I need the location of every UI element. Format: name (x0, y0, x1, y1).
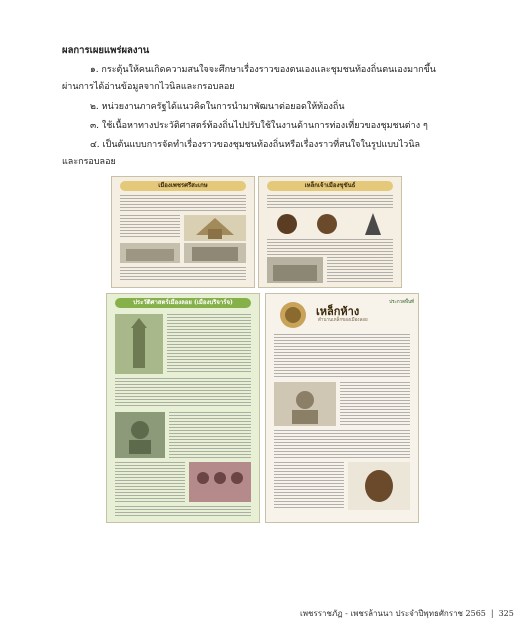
journal-name: เพชรราชภัฏ - เพชรล้านนา ประจำปีพุทธศักราช 2565 (300, 609, 486, 618)
list-item-4-continuation: และกรอบลอย (62, 157, 116, 167)
section-heading: ผลการเผยแพร่ผลงาน (62, 45, 150, 56)
poster-paragraph (267, 239, 393, 255)
poster-paragraph (115, 462, 185, 502)
list-item-1: ๑. กระตุ้นให้คนเกิดความสนใจจะศึกษาเรื่องราวของตนเองและชุมชนท้องถิ่นตนเองมากขึ้น (90, 65, 436, 75)
poster-title: เหล็กเจ้าเมืองขุขันธ์ (267, 181, 393, 191)
poster-paragraph (115, 378, 251, 408)
seal-emblem (276, 300, 310, 330)
poster-paragraph (274, 430, 410, 458)
poster-paragraph (327, 257, 393, 283)
building-photo (267, 257, 323, 283)
iron-artifacts-image (269, 211, 391, 237)
page-footer (300, 607, 514, 620)
poster-paragraph (340, 382, 410, 426)
poster-title: เหล็กห้าง (316, 305, 360, 318)
poster-iron-artifacts (258, 176, 402, 288)
poster-paragraph (267, 195, 393, 209)
old-photo (115, 412, 165, 458)
temple-illustration (184, 215, 246, 241)
list-item-1-continuation: ผ่านการได้อ่านข้อมูลจากไวนิลและกรอบลอย (62, 82, 235, 92)
historic-photo (274, 382, 336, 426)
poster-paragraph (120, 267, 246, 282)
footer-separator: | (490, 609, 494, 618)
group-photo (189, 462, 251, 502)
poster-paragraph (169, 412, 251, 458)
list-item-4: ๔. เป็นต้นแบบการจัดทำเรื่องราวของชุมชนท้องถิ่นหรือเรื่องราวที่สนใจในรูปแบบไวนิล (90, 140, 421, 150)
list-item-3: ๓. ใช้เนื้อหาทางประวัติศาสตร์ท้องถิ่นไปปรับใช้ในงานด้านการท่องเที่ยวของชุมชนต่าง ๆ (90, 121, 428, 131)
poster-mueang-loi-history (106, 293, 260, 523)
poster-paragraph (167, 314, 251, 374)
poster-paragraph (274, 462, 344, 510)
poster-paragraph (120, 195, 246, 213)
poster-paragraph (115, 506, 251, 516)
monument-photo (115, 314, 163, 374)
poster-subtitle: ตำนานเหล็กของเมืองลอย (318, 318, 368, 323)
poster-paragraph (274, 334, 410, 378)
page-number: 325 (498, 609, 514, 618)
poster-city-history (111, 176, 255, 288)
poster-badge: ประกวดพื้นที่ (389, 300, 414, 305)
poster-lek-hang (265, 293, 419, 523)
poster-title: เมืองเพชรศรีสะเกษ (120, 181, 246, 191)
poster-title: ประวัติศาสตร์เมืองลอย (เมืองบริจาร์จ) (115, 298, 251, 308)
building-photo (120, 243, 180, 263)
iron-artifact-photo (348, 462, 410, 510)
building-photo (184, 243, 246, 263)
list-item-2: ๒. หน่วยงานภาครัฐได้แนวคิดในการนำมาพัฒนาต่อยอดให้ท้องถิ่น (90, 102, 345, 112)
poster-paragraph (120, 215, 180, 239)
